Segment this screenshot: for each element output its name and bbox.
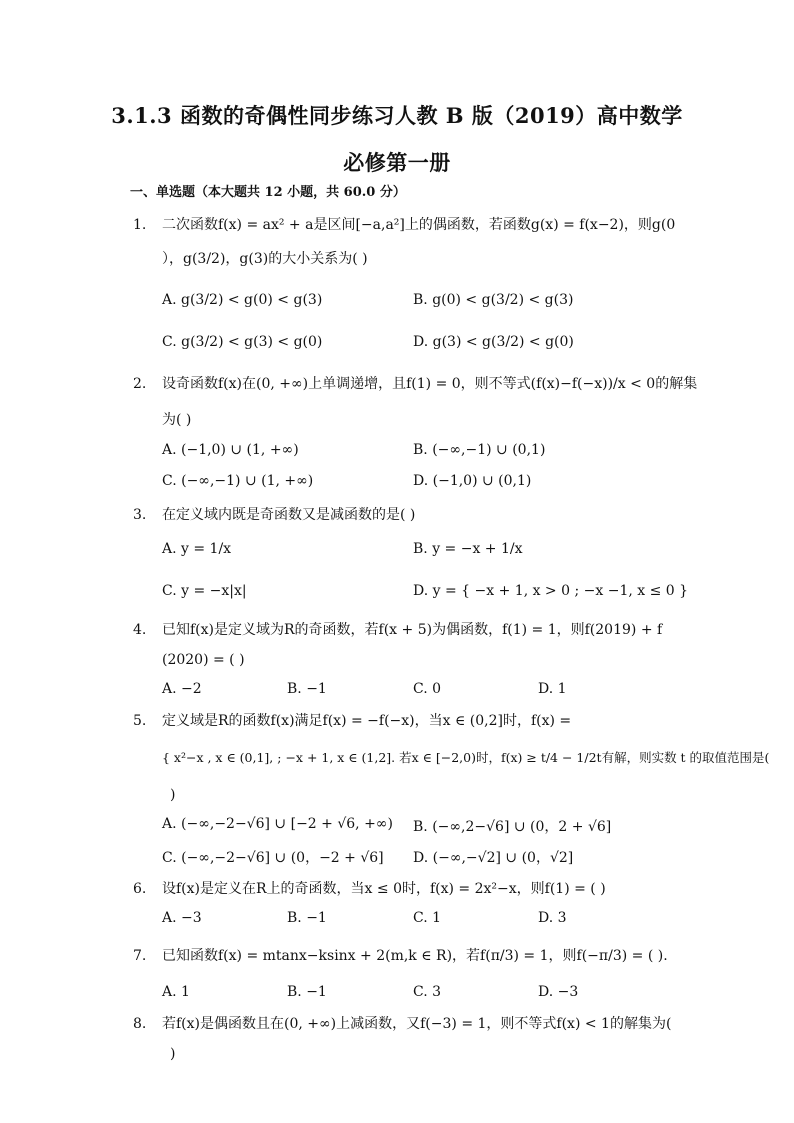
q1-option-c: C. g(3/2) < g(3) < g(0) <box>162 334 323 350</box>
question-4-line2: (2020) = ( ) <box>162 652 245 668</box>
q3-option-c: C. y = −x|x| <box>162 583 247 599</box>
document-title-line2: 必修第一册 <box>343 150 451 175</box>
q2-option-c: C. (−∞,−1) ∪ (1, +∞) <box>162 473 314 489</box>
question-text: 在定义域内既是奇函数又是减函数的是( ) <box>162 507 416 523</box>
q5-option-a: A. (−∞,−2−√6] ∪ [−2 + √6, +∞) <box>162 816 393 832</box>
q4-option-c: C. 0 <box>413 681 442 697</box>
section-heading: 一、单选题（本大题共 12 小题，共 60.0 分） <box>130 185 406 200</box>
question-2-line2: 为( ) <box>162 412 192 428</box>
question-number: 2. <box>133 376 147 392</box>
q5-option-c: C. (−∞,−2−√6] ∪ (0，−2 + √6] <box>162 850 384 866</box>
question-text: 定义域是R的函数f(x)满足f(x) = −f(−x)，当x ∈ (0,2]时，f(x) = <box>162 713 572 729</box>
question-1-line2: ），g(3/2)，g(3)的大小关系为( ) <box>162 251 368 267</box>
question-number: 3. <box>133 507 147 523</box>
q1-option-a: A. g(3/2) < g(0) < g(3) <box>162 292 323 308</box>
question-text: 设f(x)是定义在R上的奇函数，当x ≤ 0时，f(x) = 2x²−x，则f(1) = ( ) <box>162 881 606 897</box>
question-number: 4. <box>133 622 147 638</box>
q6-option-d: D. 3 <box>538 910 567 926</box>
question-number: 1. <box>133 217 147 233</box>
q5-option-b: B. (−∞,2−√6] ∪ (0，2 + √6] <box>413 819 612 835</box>
q1-option-d: D. g(3) < g(3/2) < g(0) <box>413 334 574 350</box>
q6-option-c: C. 1 <box>413 910 442 926</box>
question-5-line2: { x²−x , x ∈ (0,1], ; −x + 1, x ∈ (1,2]. 若x ∈ [−2,0)时，f(x) ≥ t/4 − 1/2t有解，则实数 t 的取值范围是( <box>162 750 770 765</box>
question-number: 7. <box>133 948 147 964</box>
q4-option-d: D. 1 <box>538 681 567 697</box>
q7-option-d: D. −3 <box>538 984 579 1000</box>
q2-option-b: B. (−∞,−1) ∪ (0,1) <box>413 442 546 458</box>
question-text: 二次函数f(x) = ax² + a是区间[−a,a²]上的偶函数，若函数g(x) = f(x−2)，则g(0 <box>162 217 676 233</box>
q3-option-d: D. y = { −x + 1, x > 0 ; −x −1, x ≤ 0 } <box>413 583 689 599</box>
q2-option-d: D. (−1,0) ∪ (0,1) <box>413 473 532 489</box>
q2-option-a: A. (−1,0) ∪ (1, +∞) <box>162 442 299 458</box>
question-number: 8. <box>133 1016 147 1032</box>
q4-option-b: B. −1 <box>287 681 327 697</box>
question-number: 6. <box>133 881 147 897</box>
question-text: 若f(x)是偶函数且在(0, +∞)上减函数，又f(−3) = 1，则不等式f(x) < 1的解集为( <box>162 1016 672 1032</box>
question-text: 已知函数f(x) = mtanx−ksinx + 2(m,k ∈ R)，若f(π/3) = 1，则f(−π/3) = ( ). <box>162 948 668 964</box>
question-number: 5. <box>133 713 147 729</box>
question-text: 已知f(x)是定义域为R的奇函数，若f(x + 5)为偶函数，f(1) = 1，则f(2019) + f <box>162 622 663 638</box>
question-text: 设奇函数f(x)在(0, +∞)上单调递增，且f(1) = 0，则不等式(f(x)−f(−x))/x < 0的解集 <box>162 376 698 392</box>
q3-option-a: A. y = 1/x <box>162 541 232 557</box>
q6-option-a: A. −3 <box>162 910 202 926</box>
q5-option-d: D. (−∞,−√2] ∪ (0，√2] <box>413 850 574 866</box>
document-title-line1: 3.1.3 函数的奇偶性同步练习人教 B 版（2019）高中数学 <box>111 103 683 128</box>
q4-option-a: A. −2 <box>162 681 202 697</box>
question-8-line2: ) <box>170 1046 176 1062</box>
q1-option-b: B. g(0) < g(3/2) < g(3) <box>413 292 574 308</box>
q7-option-b: B. −1 <box>287 984 327 1000</box>
q3-option-b: B. y = −x + 1/x <box>413 541 523 557</box>
q7-option-a: A. 1 <box>162 984 190 1000</box>
q6-option-b: B. −1 <box>287 910 327 926</box>
question-5-line3: ) <box>170 787 176 803</box>
q7-option-c: C. 3 <box>413 984 442 1000</box>
